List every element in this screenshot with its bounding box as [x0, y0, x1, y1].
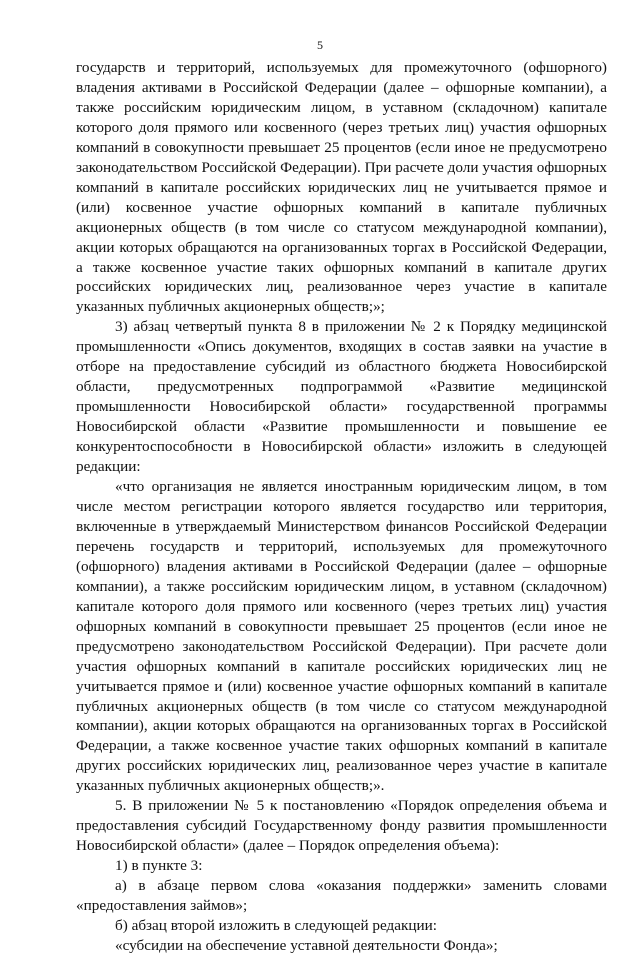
document-body — [76, 58, 607, 956]
paragraph-6: а) в абзаце первом слова «оказания поддержки» заменить словами «предоставления займов»; — [76, 877, 607, 915]
paragraph-7: б) абзац второй изложить в следующей редакции: — [115, 916, 437, 934]
paragraph-2: 3) абзац четвертый пункта 8 в приложении № 2 к Порядку медицинской промышленности «Опись документов, входящих в состав заявки на участие в отборе на предоставление субсидий из областного бюджета Новосибирской области, предусмотренных подпрограммой «Развитие медицинской промышленности Новосибирской области» государственной программы Новосибирской области «Развитие промышленности и повышение ее конкурентоспособности в Новосибирской области» изложить в следующей редакции: — [76, 318, 607, 476]
page-number: 5 — [317, 38, 323, 52]
paragraph-1: государств и территорий, используемых для промежуточного (офшорного) владения активами в Российской Федерации (далее – офшорные компании), а также российским юридическим лицом, в уставном (складочном) капитале которого доля прямого или косвенного (через третьих лиц) участия офшорных компаний в совокупности превышает 25 процентов (если иное не предусмотрено законодательством Российской Федерации). При расчете доли участия офшорных компаний в капитале российских юридических лиц не учитывается прямое и (или) косвенное участие офшорных компаний в капитале публичных акционерных обществ (в том числе со статусом международной компании), акции которых обращаются на организованных торгах в Российской Федерации, а также косвенное участие таких офшорных компаний в капитале других российских юридических лиц, реализованное через участие в капитале указанных публичных акционерных обществ;»; — [76, 59, 607, 316]
paragraph-4: 5. В приложении № 5 к постановлению «Порядок определения объема и предоставления субсидий Государственному фонду развития промышленности Новосибирской области» (далее – Порядок определения объема): — [76, 797, 607, 855]
paragraph-3: «что организация не является иностранным юридическим лицом, в том числе местом регистрации которого является государство или территория, включенные в утверждаемый Министерством финансов Российской Федерации перечень государств и территорий, используемых для промежуточного (офшорного) владения активами в Российской Федерации (далее – офшорные компании), а также российским юридическим лицом, в уставном (складочном) капитале которого доля прямого или косвенного (через третьих лиц) участия офшорных компаний в совокупности превышает 25 процентов (если иное не предусмотрено законодательством Российской Федерации). При расчете доли участия офшорных компаний в капитале российских юридических лиц не учитывается прямое и (или) косвенное участие офшорных компаний в капитале публичных акционерных обществ (в том числе со статусом международной компании), акции которых обращаются на организованных торгах в Российской Федерации, а также косвенное участие таких офшорных компаний в капитале других российских юридических лиц, реализованное через участие в капитале указанных публичных акционерных обществ;». — [76, 478, 607, 795]
paragraph-8: «субсидии на обеспечение уставной деятельности Фонда»; — [115, 936, 498, 954]
paragraph-5: 1) в пункте 3: — [115, 857, 203, 875]
